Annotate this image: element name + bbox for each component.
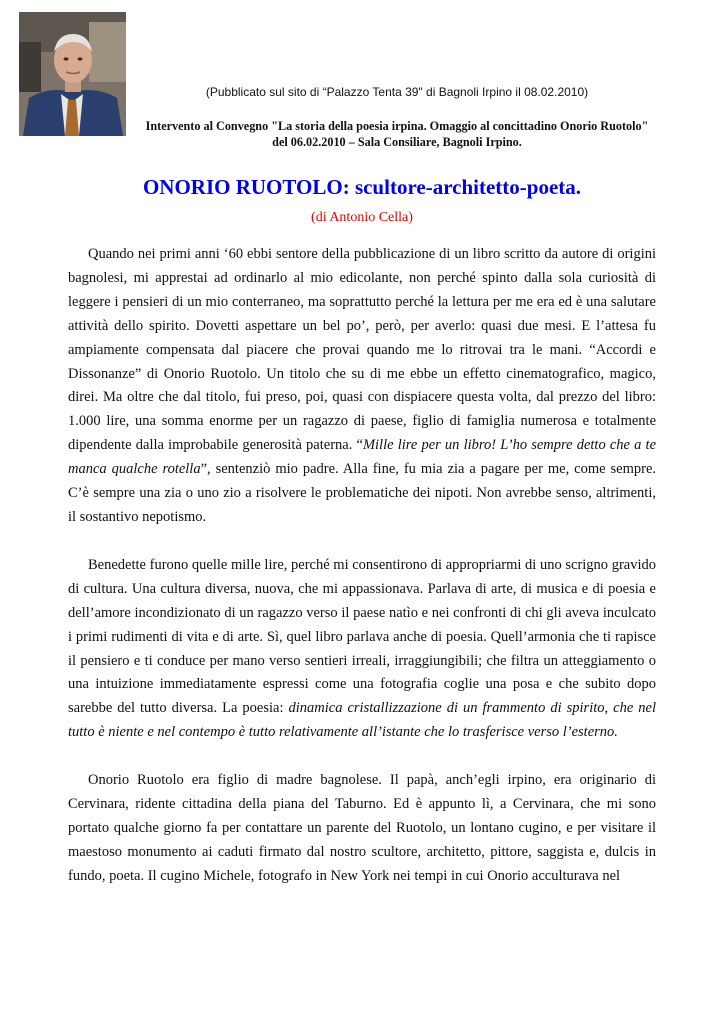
paragraph-2-text: Benedette furono quelle mille lire, perché mi consentirono di appropriarmi di uno scrigno gravido di cultura. Una cultura diversa, nuova, che mi appassionava. Parlava di arte, di musica e di poesia e dell’amore incondizionato di un ragazzo verso il paese natìo e nei confronti di chi gli aveva inculcato i primi rudimenti di vita e di arte. Sì, quel libro parlava anche di poesia. Quell’armonia che ti rapisce il pensiero e ti conduce per mano verso sentieri irreali, irraggiungibili; che filtra un atteggiamento o una intuizione immediatamente espressi come una fotografia coglie una posa e che subito dopo sarebbe del tutto diversa. La poesia: xyxy=(68,556,656,717)
paragraph-3: Onorio Ruotolo era figlio di madre bagnolese. Il papà, anch’egli irpino, era originario di Cervinara, ridente cittadina della piana del Taburno. Ed è appunto lì, a Cervinara, che mi sono portato qualche giorno fa per contattare un parente del Ruotolo, un lontano cugino, e per visitare il maestoso monumento ai caduti firmato dal nostro scultore, architetto, pittore, saggista e, dulcis in fundo, poeta. Il cugino Michele, fotografo in New York nei tempi in cui Onorio acculturava nel xyxy=(68,772,656,884)
paragraph-1-text-b: ”, sentenziò mio padre. Alla fine, fu mia zia a pagare per me, come sempre. C’è sempre una zia o uno zio a risolvere le problematiche dei nipoti. Non avrebbe senso, altrimenti, il sostantivo nepotismo. xyxy=(68,461,657,525)
article-body xyxy=(68,243,656,913)
paragraph-1 xyxy=(68,243,656,530)
article-author: (di Antonio Cella) xyxy=(311,210,413,225)
paragraph-1-quote: Mille lire per un libro! L’ho sempre detto che a te manca qualche rotella xyxy=(68,437,656,478)
author-photo xyxy=(19,12,126,136)
article-title: ONORIO RUOTOLO: scultore-architetto-poeta. xyxy=(142,175,582,199)
publication-note: (Pubblicato sul sito di “Palazzo Tenta 39" di Bagnoli Irpino il 08.02.2010) xyxy=(205,85,589,99)
conference-intro: Intervento al Convegno "La storia della poesia irpina. Omaggio al concittadino Onorio Ruotolo" del 06.02.2010 – Sala Consiliare, Bagnoli Irpino. xyxy=(145,119,649,149)
portrait-image xyxy=(19,12,126,136)
paragraph-2 xyxy=(68,554,656,745)
paragraph-2-quote: dinamica cristallizzazione di un frammento di spirito, che nel tutto è niente e nel contempo è tutto relativamente all’istante che lo trasferisce verso l’esterno. xyxy=(68,700,656,741)
paragraph-1-text-a: Quando nei primi anni ‘60 ebbi sentore della pubblicazione di un libro scritto da autore di origini bagnolesi, mi apprestai ad ordinarlo al mio edicolante, non perché spinto dalla sola curiosità di leggere i pensieri di un mio conterraneo, ma soprattutto perché la lettura per me era ed è una salutare attività dello spirito. Dovetti aspettare un bel po’, però, per averlo: quasi due mesi. E l’attesa fu ampiamente compensata dal piacere che provai quando me lo ritrovai tra le mani. “Accordi e Dissonanze” di Onorio Ruotolo. Un titolo che su di me ebbe un effetto cinematografico, magico, direi. Ma oltre che dal titolo, fui preso, poi, quasi con dispiacere questa volta, dal prezzo del libro: 1.000 lire, una somma enorme per un ragazzo di paese, figlio di famiglia numerosa e totalmente dipendente dalla improbabile generosità paterna. “ xyxy=(68,246,656,454)
